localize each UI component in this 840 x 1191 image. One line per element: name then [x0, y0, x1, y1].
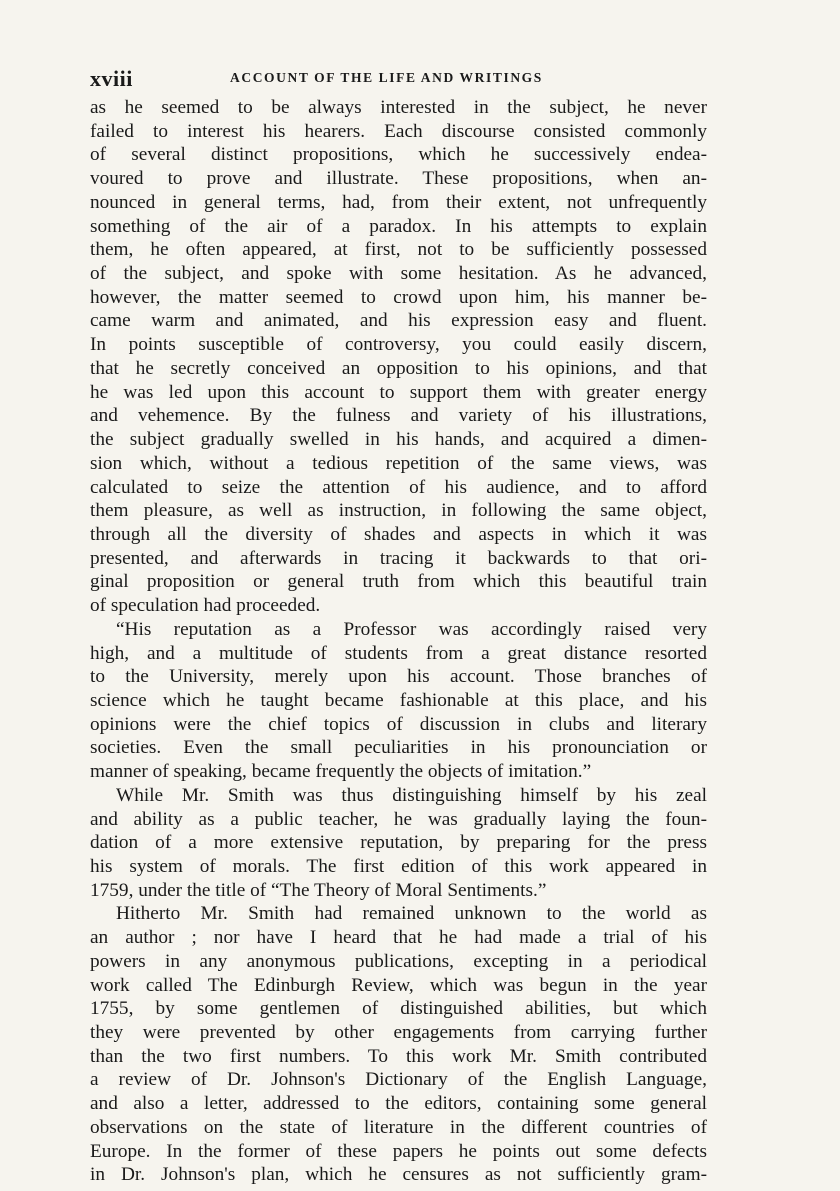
text-line: in Dr. Johnson's plan, which he censures as not sufficiently gram-	[90, 1164, 707, 1186]
text-line: 1755, by some gentlemen of distinguished abilities, but which	[90, 998, 707, 1020]
text-line: In points susceptible of controversy, you could easily discern,	[90, 334, 707, 356]
text-line: Hitherto Mr. Smith had remained unknown to the world as	[116, 903, 707, 925]
text-line: sion which, without a tedious repetition of the same views, was	[90, 452, 707, 474]
text-line: presented, and afterwards in tracing it backwards to that ori-	[90, 547, 707, 569]
body-text	[90, 96, 707, 1187]
page-header	[90, 62, 707, 92]
text-line: of the subject, and spoke with some hesitation. As he advanced,	[90, 263, 707, 285]
text-line: to the University, merely upon his account. Those branches of	[90, 666, 707, 688]
text-line: than the two first numbers. To this work Mr. Smith contributed	[90, 1045, 707, 1067]
text-line: voured to prove and illustrate. These propositions, when an-	[90, 168, 707, 190]
text-line: and vehemence. By the fulness and variety of his illustrations,	[90, 405, 707, 427]
text-line: science which he taught became fashionable at this place, and his	[90, 689, 707, 711]
text-line: as he seemed to be always interested in the subject, he never	[90, 97, 707, 118]
text-line: and ability as a public teacher, he was gradually laying the foun-	[90, 808, 707, 830]
text-line: high, and a multitude of students from a great distance resorted	[90, 642, 707, 664]
text-line: an author ; nor have I heard that he had made a trial of his	[90, 927, 707, 949]
text-line: Europe. In the former of these papers he points out some defects	[90, 1140, 707, 1162]
text-line: societies. Even the small peculiarities in his pronounciation or	[90, 737, 707, 759]
book-page	[90, 62, 707, 1187]
text-line: through all the diversity of shades and aspects in which it was	[90, 523, 707, 545]
text-line: powers in any anonymous publications, excepting in a periodical	[90, 950, 707, 972]
text-line: the subject gradually swelled in his hands, and acquired a dimen-	[90, 429, 707, 451]
text-line: opinions were the chief topics of discussion in clubs and literary	[90, 713, 707, 735]
page-number: xviii	[90, 66, 133, 91]
text-line: however, the matter seemed to crowd upon him, his manner be-	[90, 286, 707, 308]
text-line: them pleasure, as well as instruction, in following the same object,	[90, 500, 707, 522]
text-line: of several distinct propositions, which he successively endea-	[90, 144, 707, 166]
text-line: “His reputation as a Professor was accordingly raised very	[116, 618, 707, 640]
text-line: something of the air of a paradox. In his attempts to explain	[90, 215, 707, 237]
text-line: of speculation had proceeded.	[90, 595, 321, 617]
text-line: his system of morals. The first edition of this work appeared in	[90, 856, 707, 877]
text-line: that he secretly conceived an opposition to his opinions, and that	[90, 357, 707, 379]
text-line: them, he often appeared, at first, not to be sufficiently possessed	[90, 239, 707, 261]
text-line: a review of Dr. Johnson's Dictionary of the English Language,	[90, 1069, 707, 1091]
text-line: While Mr. Smith was thus distinguishing himself by his zeal	[116, 784, 707, 806]
text-line: manner of speaking, became frequently the objects of imitation.”	[90, 761, 592, 783]
text-line: dation of a more extensive reputation, by preparing for the press	[90, 832, 707, 854]
text-line: they were prevented by other engagements from carrying further	[90, 1022, 707, 1044]
text-line: came warm and animated, and his expression easy and fluent.	[90, 310, 707, 332]
text-line: work called The Edinburgh Review, which was begun in the year	[90, 974, 707, 996]
text-line: calculated to seize the attention of his audience, and to afford	[90, 476, 707, 498]
text-line: and also a letter, addressed to the editors, containing some general	[90, 1093, 707, 1115]
text-line: failed to interest his hearers. Each discourse consisted commonly	[90, 120, 707, 142]
text-line: ginal proposition or general truth from which this beautiful train	[90, 571, 707, 593]
running-head: ACCOUNT OF THE LIFE AND WRITINGS	[230, 70, 543, 85]
text-line: nounced in general terms, had, from their extent, not unfrequently	[90, 191, 707, 213]
text-line: 1759, under the title of “The Theory of Moral Sentiments.”	[90, 879, 547, 901]
text-line: he was led upon this account to support them with greater energy	[90, 381, 707, 403]
text-line: observations on the state of literature in the different countries of	[90, 1116, 707, 1138]
